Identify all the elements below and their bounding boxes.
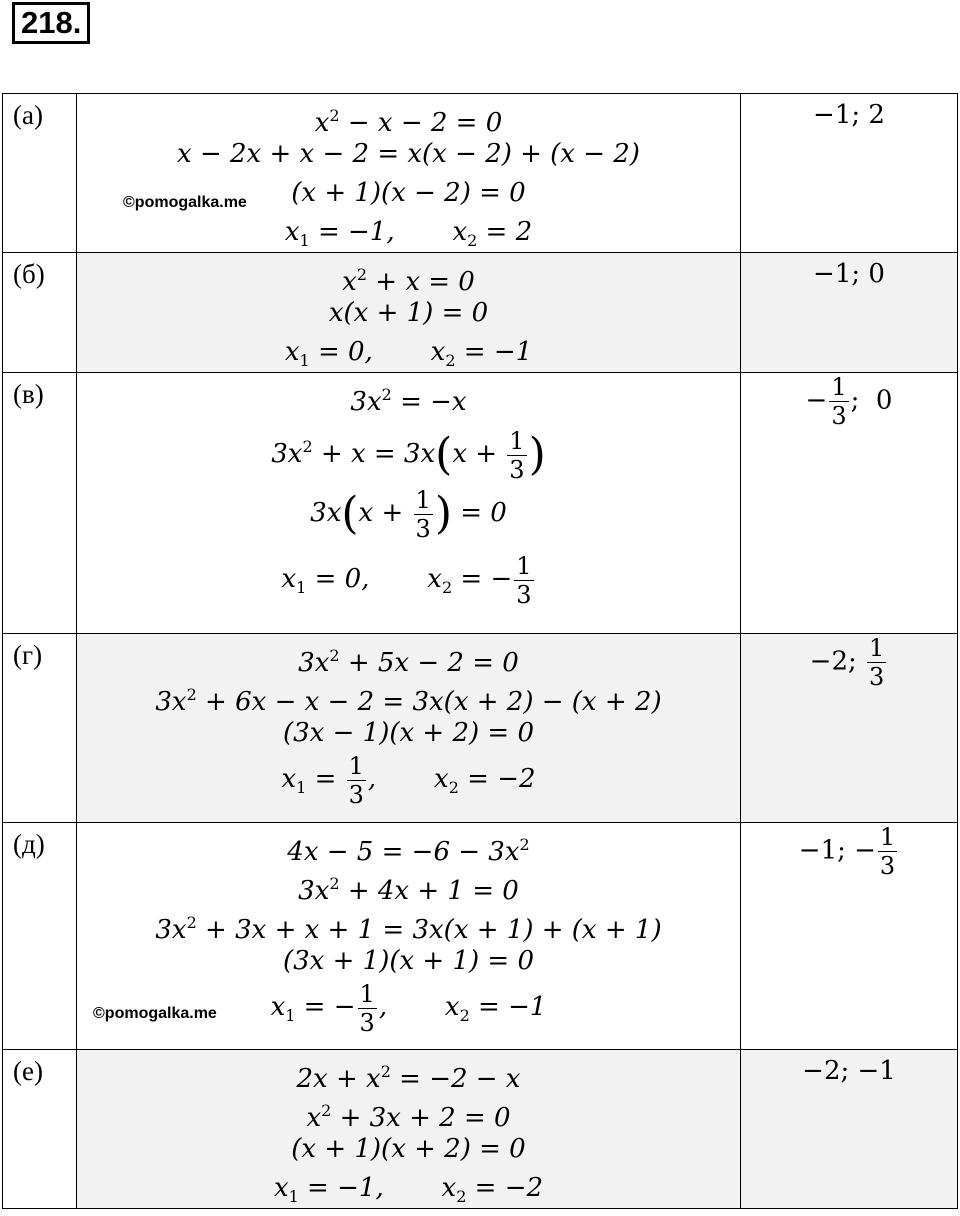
answer: −1; − $\frac{1}{3}$ [798, 823, 896, 880]
row-g [3, 634, 958, 823]
solution-work [77, 634, 740, 809]
equation-line: (x + 1)(x − 2) = 0 [291, 178, 526, 208]
equation-line: $2x + x^2 = -2 - x$ [296, 1062, 521, 1094]
watermark: ©pomogalka.me [123, 194, 247, 211]
equation-line: $3x^2 + 6x - x - 2 = 3x(x + 2) - (x + 2)$ [155, 685, 662, 717]
equation-line: $4x - 5 = -6 - 3x^2$ [287, 835, 530, 867]
equation-line: $x^2 + 3x + 2 = 0$ [306, 1101, 511, 1133]
answer: −2; $\frac{1}{3}$ [809, 634, 885, 691]
equation-line: $3x^2 + 5x - 2 = 0$ [298, 646, 519, 678]
row-label: (г) [13, 640, 43, 670]
solution-work [77, 373, 740, 612]
equation-line: $3x^2 + 3x + x + 1 = 3x(x + 1) + (x + 1)$ [155, 913, 662, 945]
equation-line: (3x − 1)(x + 2) = 0 [282, 718, 534, 748]
roots-line: $x_1$ = − $\frac{1}{3}$ , $x_2 = -1$ [270, 979, 547, 1037]
equation-line: (x + 1)(x + 2) = 0 [291, 1134, 526, 1164]
row-v [3, 373, 958, 634]
row-label: (б) [13, 259, 45, 289]
equation-line: $3x^2 + x = 3x(x$ + $\frac{1}{3}$ ) [271, 426, 546, 484]
equation-line: $3x^2 = -x$ [350, 385, 467, 417]
row-label: (в) [13, 379, 44, 409]
solution-work [77, 823, 740, 1037]
watermark: ©pomogalka.me [93, 1005, 217, 1022]
roots-line: $x_1 = 0$, $x_2 = -1$ [284, 337, 533, 370]
answer: −1; 2 [813, 100, 885, 130]
row-label: (д) [13, 829, 45, 859]
solution-work [77, 253, 740, 372]
equation-line: x(x + 1) = 0 [328, 298, 489, 328]
answer: − $\frac{1}{3}$ ; 0 [805, 373, 893, 430]
equation-line: $x^2 + x = 0$ [342, 265, 475, 297]
solution-table [2, 93, 958, 1209]
roots-line: $x_1 = -1$, $x_2 = -2$ [273, 1173, 544, 1206]
solution-work [77, 1050, 740, 1208]
answer: −1; 0 [813, 259, 885, 289]
solution-work [77, 94, 740, 252]
row-b [3, 253, 958, 373]
row-e [3, 1050, 958, 1209]
row-a [3, 94, 958, 253]
equation-line: $3x^2 + 4x + 1 = 0$ [298, 874, 519, 906]
equation-line: (3x + 1)(x + 1) = 0 [282, 946, 534, 976]
roots-line: $x_1$ = $\frac{1}{3}$ , $x_2 = -2$ [281, 751, 536, 809]
equation-line: 3x(x + $\frac{1}{3}$ ) = 0 [310, 485, 507, 543]
row-label: (е) [13, 1056, 43, 1086]
equation-line: x − 2x + x − 2 = x(x − 2) + (x − 2) [177, 139, 640, 169]
answer: −2; −1 [802, 1056, 896, 1086]
task-number: 218. [12, 2, 90, 44]
roots-line: $x_1 = 0$, $x_2$ = − $\frac{1}{3}$ [281, 551, 532, 609]
row-d [3, 823, 958, 1050]
roots-line: $x_1 = -1$, $x_2 = 2$ [284, 217, 533, 250]
equation-line: $x^2 - x - 2 = 0$ [314, 106, 503, 138]
row-label: (а) [13, 100, 43, 130]
